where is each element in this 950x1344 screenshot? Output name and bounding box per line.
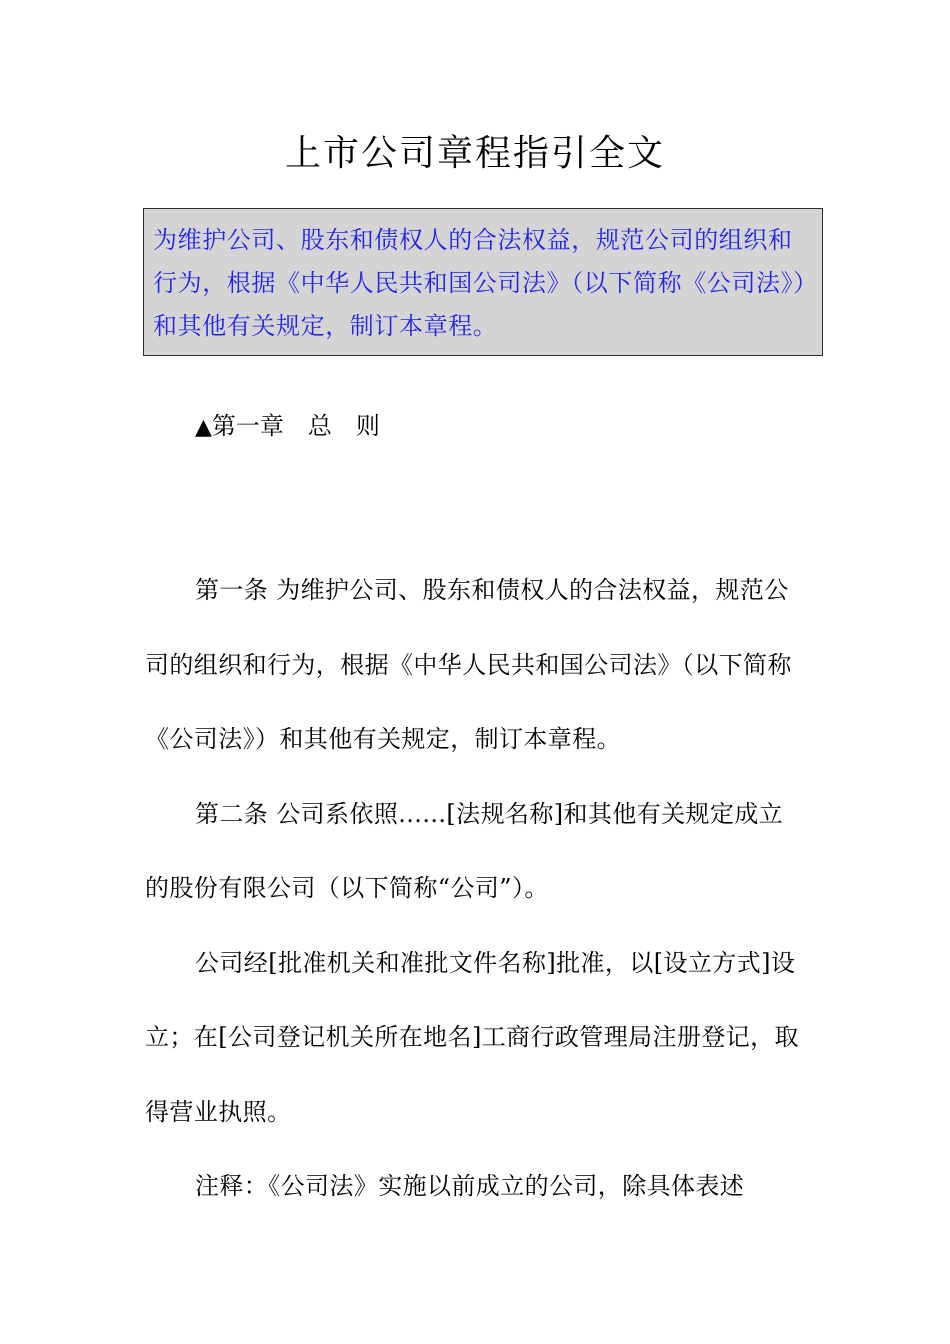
article-1-paragraph: 第一条 为维护公司、股东和债权人的合法权益，规范公司的组织和行为，根据《中华人民共和国公司法》（以下简称《公司法》）和其他有关规定，制订本章程。 [145, 576, 792, 753]
summary-box [143, 208, 823, 356]
chapter-label: 第一章 总 则 [211, 412, 380, 440]
triangle-icon: ▲ [195, 415, 212, 440]
note-paragraph: 注释：《公司法》实施以前成立的公司，除具体表述 [195, 1172, 745, 1200]
summary-text: 为维护公司、股东和债权人的合法权益，规范公司的组织和行为，根据《中华人民共和国公司法》（以下简称《公司法》）和其他有关规定，制订本章程。 [153, 226, 806, 340]
approval-paragraph: 公司经[批准机关和准批文件名称]批准，以[设立方式]设立；在[公司登记机关所在地名]工商行政管理局注册登记，取得营业执照。 [145, 948, 799, 1126]
document-title: 上市公司章程指引全文 [284, 133, 665, 174]
chapter-heading [195, 406, 380, 448]
article-2-paragraph: 第二条 公司系依照......[法规名称]和其他有关规定成立的股份有限公司（以下简称“公司”）。 [145, 799, 784, 902]
body-text [145, 553, 805, 1224]
